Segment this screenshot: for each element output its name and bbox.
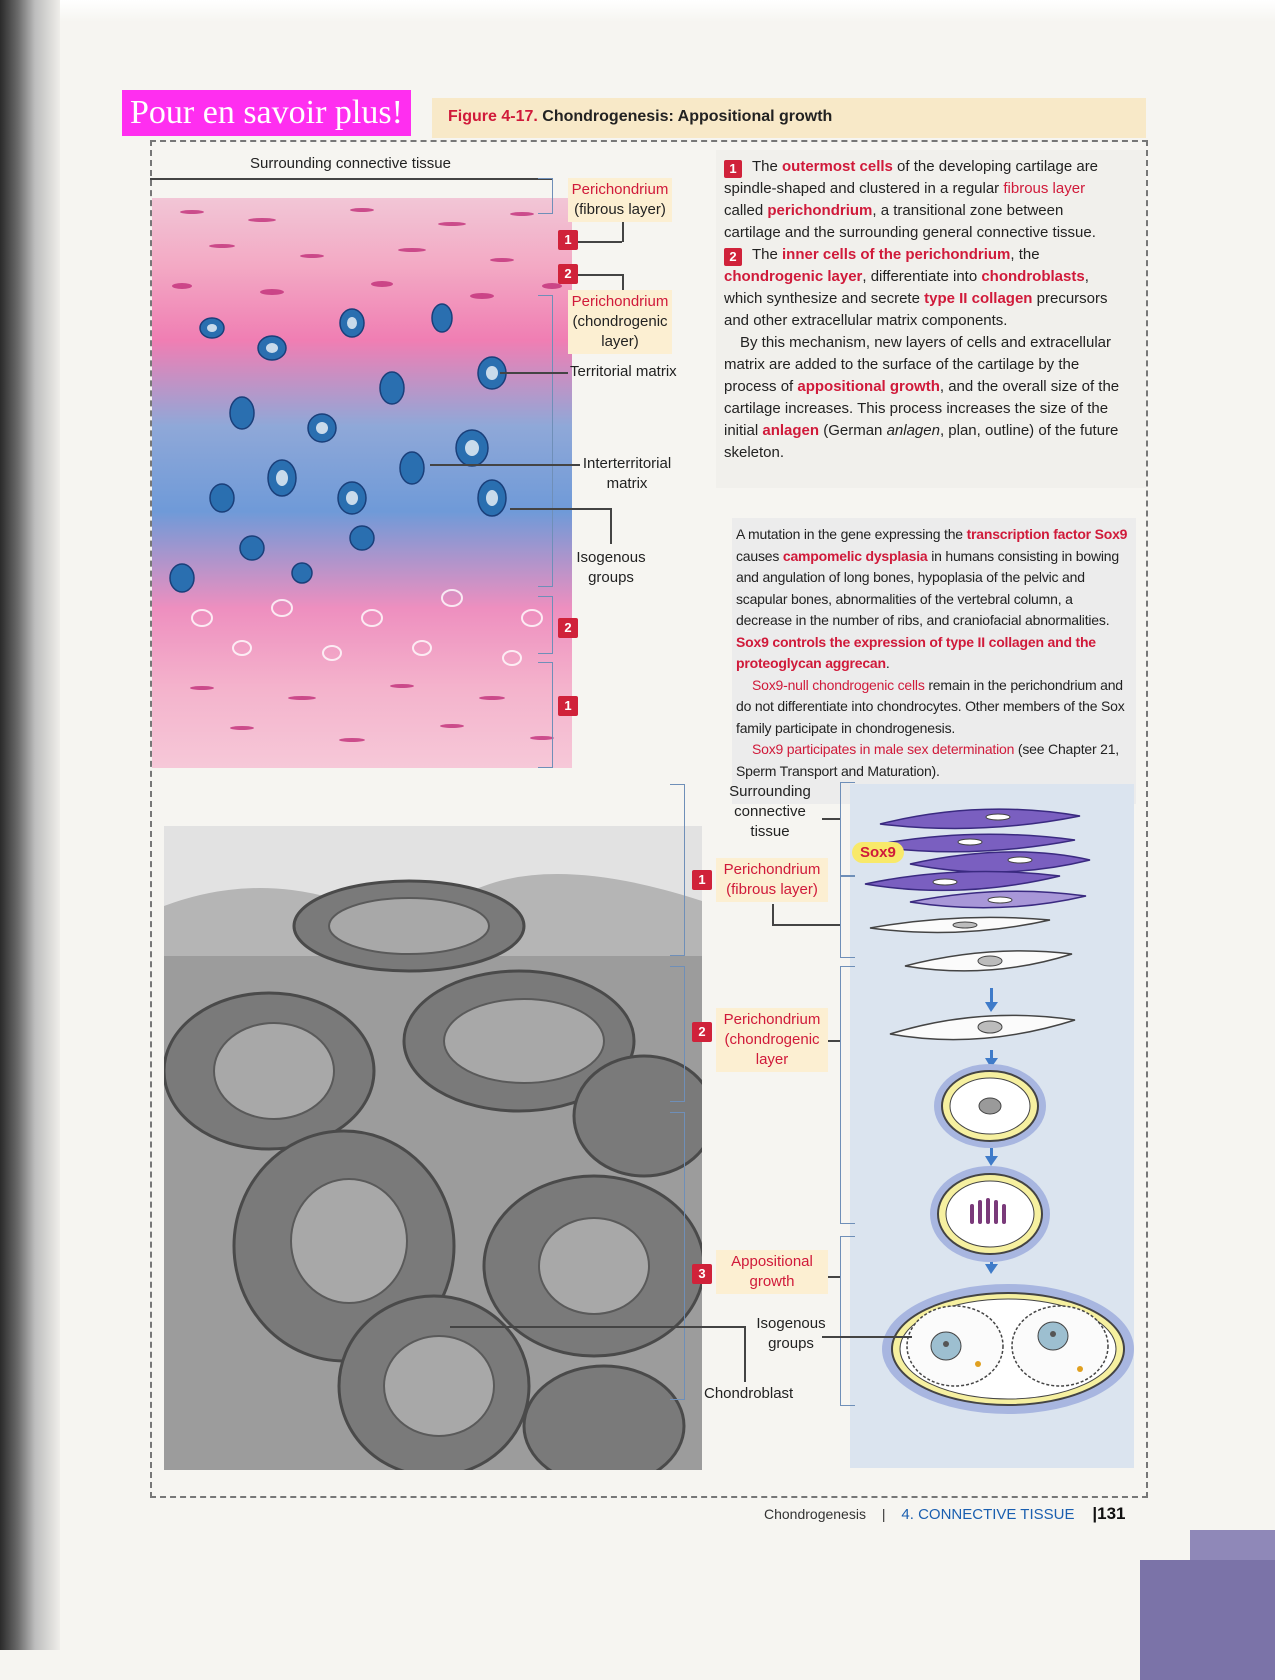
bracket-schem-fibrous bbox=[840, 876, 855, 958]
leader-interterritorial bbox=[430, 464, 580, 466]
t1-p1-d: fibrous layer bbox=[1003, 180, 1086, 197]
t1-p3-a: By this mechanism, new layers of cells and extracellular matrix are added to the surface of the cartilage by the process of bbox=[724, 334, 1111, 395]
text-panel-appositional-growth bbox=[724, 156, 1120, 464]
leader-territorial-matrix bbox=[500, 372, 568, 374]
leader-appositional bbox=[828, 1276, 840, 1278]
label-surrounding-bottom bbox=[722, 782, 818, 842]
t2-p1-d: campomelic dysplasia bbox=[782, 547, 928, 564]
label-interterritorial-matrix bbox=[582, 454, 672, 494]
paragraph-sox9-sex bbox=[736, 739, 1132, 782]
bracket-peri-fibrous-top bbox=[538, 178, 553, 214]
figure-title bbox=[448, 108, 832, 126]
label-peri-chondro-bottom-1: Perichondrium bbox=[723, 1011, 821, 1028]
bracket-em-chondrogenic bbox=[670, 966, 685, 1102]
label-isogenous-bottom-2: groups bbox=[768, 1335, 814, 1352]
label-peri-chondro-bottom-2: (chondrogenic bbox=[724, 1031, 820, 1048]
label-perichondrium-fibrous-bottom bbox=[716, 858, 828, 902]
bracket-fibrous-bottom bbox=[538, 662, 553, 768]
light-micrograph-cartilage bbox=[152, 198, 572, 768]
footer-separator: | bbox=[881, 1506, 886, 1522]
label-surrounding-bottom-2: connective bbox=[734, 803, 806, 820]
label-surrounding-connective-tissue: Surrounding connective tissue bbox=[250, 155, 451, 172]
page-edge-tab bbox=[1190, 1530, 1275, 1560]
leader-badge-1-top bbox=[578, 241, 622, 243]
leader-isogenous-bottom bbox=[822, 1336, 912, 1338]
t1-p1-e: called bbox=[724, 202, 768, 219]
label-appositional-2: growth bbox=[749, 1273, 795, 1290]
leader-badge-2-top-v bbox=[622, 274, 624, 290]
label-interterritorial-1: Interterritorial bbox=[582, 455, 672, 472]
t1-p1-g: , a transitional zone between cartilage and the surrounding general connective tissue. bbox=[724, 202, 1096, 241]
t1-p2-g: , which synthesize and secrete bbox=[724, 268, 1089, 307]
t1-p1-f: perichondrium bbox=[767, 202, 873, 219]
t1-p2-d: chondrogenic layer bbox=[724, 268, 863, 285]
label-peri-fibrous-bottom-1: Perichondrium bbox=[723, 861, 821, 878]
paragraph-inner-cells bbox=[724, 244, 1120, 332]
label-peri-chondro-bottom-3: layer bbox=[755, 1051, 789, 1068]
t1-p3-f: anlagen bbox=[886, 422, 940, 439]
t2-p2-a: Sox9-null chondrogenic cells bbox=[752, 676, 925, 693]
label-perichondrium-fibrous-2: (fibrous layer) bbox=[574, 201, 666, 218]
t2-p1-e: in humans consisting in bowing and angulation of long bones, hypoplasia of the pelvic and scapular bones, abnormalities of the vertebral column, a decrease in the number of ribs, and craniofacial abnormalities. bbox=[736, 547, 1119, 628]
figure-number: Figure 4-17. bbox=[448, 108, 538, 125]
label-peri-fibrous-bottom-2: (fibrous layer) bbox=[726, 881, 818, 898]
label-chondroblast: Chondroblast bbox=[704, 1385, 794, 1402]
paragraph-mechanism bbox=[724, 332, 1120, 464]
label-isogenous-groups-top bbox=[566, 548, 656, 588]
leader-surrounding bbox=[150, 178, 552, 180]
label-perichondrium-fibrous bbox=[568, 178, 672, 222]
label-isogenous-top-1: Isogenous bbox=[576, 549, 646, 566]
t2-p1-g: . bbox=[885, 655, 890, 671]
leader-isogenous-top-v bbox=[610, 508, 612, 544]
t2-p1-c: causes bbox=[736, 547, 783, 564]
label-surrounding-bottom-1: Surrounding bbox=[729, 783, 811, 800]
badge-2-bottom: 2 bbox=[692, 1022, 712, 1042]
t1-p1-b: outermost cells bbox=[782, 158, 893, 175]
schematic-chondrogenesis-diagram bbox=[850, 784, 1134, 1468]
paragraph-sox9-mutation bbox=[736, 524, 1132, 675]
label-appositional-growth bbox=[716, 1250, 828, 1294]
label-territorial-matrix: Territorial matrix bbox=[570, 363, 677, 380]
t1-p2-e: , differentiate into bbox=[862, 268, 982, 285]
leader-badge-1-top-v bbox=[622, 222, 624, 242]
paragraph-outermost-cells bbox=[724, 156, 1120, 244]
t1-p1-c: of the developing cartilage are spindle-shaped and clustered in a regular bbox=[724, 158, 1099, 197]
bracket-schem-appositional bbox=[840, 1236, 855, 1406]
text-panel-sox9 bbox=[736, 524, 1132, 782]
leader-badge-2-top bbox=[578, 274, 622, 276]
bracket-em-appositional bbox=[670, 1112, 685, 1400]
label-perichondrium-chondrogenic-1: Perichondrium bbox=[571, 293, 669, 310]
t2-p3-b: (see Chapter 21, Sperm Transport and Maturation). bbox=[736, 741, 1119, 779]
label-isogenous-top-2: groups bbox=[588, 569, 634, 586]
leader-isogenous-top bbox=[510, 508, 610, 510]
bracket-schem-chondrogenic bbox=[840, 966, 855, 1224]
t1-p2-a: The bbox=[752, 246, 783, 263]
inline-badge-1: 1 bbox=[724, 160, 742, 178]
banner-pour-en-savoir-plus: Pour en savoir plus! bbox=[122, 90, 411, 136]
t1-p3-d: anlagen bbox=[762, 422, 820, 439]
t1-p2-i: precursors and other extracellular matrix components. bbox=[724, 290, 1108, 329]
label-perichondrium-chondrogenic-bottom bbox=[716, 1008, 828, 1072]
t1-p2-h: type II collagen bbox=[924, 290, 1033, 307]
t1-p3-c: , and the overall size of the cartilage increases. This process increases the size of the initial bbox=[724, 378, 1120, 439]
footer-section: 4. CONNECTIVE TISSUE bbox=[901, 1506, 1075, 1523]
badge-3-bottom: 3 bbox=[692, 1264, 712, 1284]
label-perichondrium-fibrous-1: Perichondrium bbox=[571, 181, 669, 198]
label-surrounding-bottom-3: tissue bbox=[750, 823, 790, 840]
footer-running-head bbox=[764, 1504, 1126, 1524]
t1-p2-c: , the bbox=[1010, 246, 1040, 263]
t1-p2-f: chondroblasts bbox=[981, 268, 1085, 285]
t2-p3-a: Sox9 participates in male sex determination bbox=[752, 741, 1015, 757]
leader-peri-fibrous-bottom-h bbox=[772, 924, 840, 926]
leader-peri-chondro-bottom bbox=[828, 1040, 840, 1042]
scan-binding-shadow bbox=[0, 0, 60, 1650]
t1-p3-g: , plan, outline) of the future skeleton. bbox=[724, 422, 1119, 461]
bracket-chondrogenic-bottom bbox=[538, 596, 553, 654]
leader-peri-fibrous-bottom-v bbox=[772, 904, 774, 924]
label-isogenous-groups-bottom bbox=[746, 1314, 836, 1354]
t2-p1-f: Sox9 controls the expression of type II collagen and the proteoglycan aggrecan bbox=[736, 633, 1096, 671]
leader-surrounding-bottom bbox=[822, 818, 840, 820]
badge-1-top-lower: 1 bbox=[558, 696, 578, 716]
badge-1-top: 1 bbox=[558, 230, 578, 250]
page-edge-block bbox=[1140, 1560, 1275, 1680]
sox9-tag: Sox9 bbox=[852, 842, 904, 863]
label-isogenous-bottom-1: Isogenous bbox=[756, 1315, 826, 1332]
label-appositional-1: Appositional bbox=[731, 1253, 813, 1270]
label-perichondrium-chondrogenic bbox=[568, 290, 672, 354]
label-perichondrium-chondrogenic-3: layer) bbox=[601, 333, 639, 350]
badge-1-bottom: 1 bbox=[692, 870, 712, 890]
scan-top-edge bbox=[0, 0, 1275, 22]
label-perichondrium-chondrogenic-2: (chondrogenic bbox=[572, 313, 668, 330]
electron-micrograph-chondroblasts bbox=[164, 826, 702, 1470]
bracket-em-fibrous bbox=[670, 784, 685, 956]
bracket-schem-surrounding bbox=[840, 782, 855, 876]
t1-p1-a: The bbox=[752, 158, 783, 175]
badge-2-top: 2 bbox=[558, 264, 578, 284]
t1-p3-e: (German bbox=[819, 422, 887, 439]
leader-chondroblast-v bbox=[744, 1326, 746, 1382]
t2-p2-b: remain in the perichondrium and do not differentiate into chondrocytes. Other members of the Sox family participate in chondrogenesis. bbox=[736, 676, 1125, 736]
t1-p3-b: appositional growth bbox=[797, 378, 940, 395]
t2-p1-a: A mutation in the gene expressing the bbox=[736, 526, 967, 542]
footer-page-number: |131 bbox=[1092, 1504, 1126, 1523]
paragraph-sox9-null bbox=[736, 675, 1132, 740]
inline-badge-2: 2 bbox=[724, 248, 742, 266]
t2-p1-b: transcription factor Sox9 bbox=[966, 526, 1128, 542]
footer-topic: Chondrogenesis bbox=[764, 1506, 866, 1522]
t1-p2-b: inner cells of the perichondrium bbox=[782, 246, 1011, 263]
leader-chondroblast-h bbox=[450, 1326, 744, 1328]
badge-2-top-lower: 2 bbox=[558, 618, 578, 638]
bracket-chondrogenic-top bbox=[538, 295, 553, 587]
figure-title-text: Chondrogenesis: Appositional growth bbox=[542, 108, 833, 125]
label-interterritorial-2: matrix bbox=[606, 475, 648, 492]
